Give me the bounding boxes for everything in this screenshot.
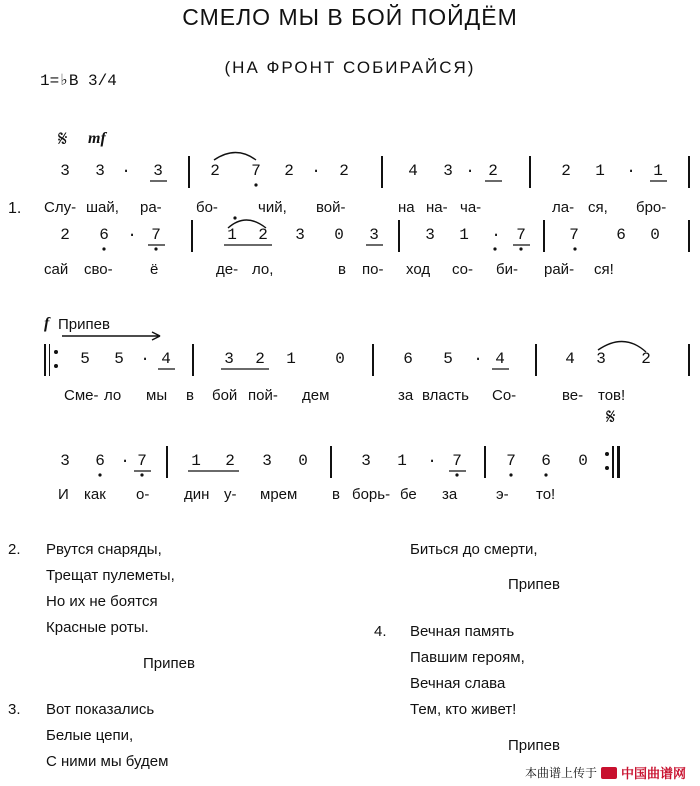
lyric-syllable: ё bbox=[150, 261, 159, 278]
lyric-syllable: дин bbox=[184, 486, 210, 503]
lyric-syllable: сай bbox=[44, 261, 69, 278]
note: 1 bbox=[227, 226, 237, 244]
lyric-syllable: ве- bbox=[562, 387, 584, 404]
verse-line: Красные роты. bbox=[46, 619, 149, 636]
lyric-syllable: дем bbox=[302, 387, 330, 404]
lyric-syllable: по- bbox=[362, 261, 384, 278]
note: 5 bbox=[114, 350, 124, 368]
note: 7 bbox=[452, 452, 462, 470]
lyrics-row-3 bbox=[0, 387, 700, 409]
note: 6 bbox=[95, 452, 105, 470]
note: · bbox=[311, 162, 321, 180]
barline bbox=[688, 220, 690, 252]
note: 2 bbox=[488, 162, 498, 180]
score-row-1 bbox=[0, 156, 700, 186]
lyric-syllable: шай, bbox=[86, 199, 119, 216]
lyric-syllable: ра- bbox=[140, 199, 162, 216]
verse-line: Рвутся снаряды, bbox=[46, 541, 162, 558]
lyric-syllable: пой- bbox=[248, 387, 278, 404]
note: · bbox=[127, 226, 137, 244]
note: 2 bbox=[258, 226, 268, 244]
verse-number: 4. bbox=[374, 623, 387, 640]
final-barline bbox=[612, 446, 614, 478]
verse-line: Белые цепи, bbox=[46, 727, 134, 744]
note: 1 bbox=[595, 162, 605, 180]
lyric-syllable: на bbox=[398, 199, 415, 216]
lyric-syllable: ход bbox=[406, 261, 431, 278]
note: 2 bbox=[339, 162, 349, 180]
note: 3 bbox=[153, 162, 163, 180]
barline bbox=[529, 156, 531, 188]
lyric-syllable: как bbox=[84, 486, 106, 503]
barline bbox=[688, 156, 690, 188]
note: 2 bbox=[255, 350, 265, 368]
note: 1 bbox=[191, 452, 201, 470]
verse-number: 3. bbox=[8, 701, 21, 718]
lyric-syllable: Со- bbox=[492, 387, 517, 404]
note: 1 bbox=[459, 226, 469, 244]
lyric-syllable: мы bbox=[146, 387, 168, 404]
note: · bbox=[140, 350, 150, 368]
lyric-syllable: бе bbox=[400, 486, 417, 503]
verse-number: 1. bbox=[8, 200, 22, 217]
site-logo-icon bbox=[601, 767, 617, 779]
lyric-syllable: за bbox=[442, 486, 458, 503]
note: · bbox=[120, 452, 130, 470]
lyric-syllable: за bbox=[398, 387, 414, 404]
note: 4 bbox=[495, 350, 505, 368]
barline bbox=[166, 446, 168, 478]
barline bbox=[330, 446, 332, 478]
barline bbox=[535, 344, 537, 376]
lyric-syllable: в bbox=[332, 486, 340, 503]
site-watermark bbox=[525, 763, 686, 782]
note: 1 bbox=[397, 452, 407, 470]
verse-line: Трещат пулеметы, bbox=[46, 567, 175, 584]
verse-line: Тем, кто живет! bbox=[410, 701, 517, 718]
verse-line: Вечная память bbox=[410, 623, 515, 640]
lyric-syllable: бо- bbox=[196, 199, 218, 216]
note: 3 bbox=[224, 350, 234, 368]
note: 5 bbox=[80, 350, 90, 368]
dynamic-mf: mf bbox=[88, 130, 106, 147]
lyric-syllable: чий, bbox=[258, 199, 287, 216]
verse-line: Вечная слава bbox=[410, 675, 506, 692]
note: 7 bbox=[569, 226, 579, 244]
lyric-syllable: де- bbox=[216, 261, 239, 278]
note: 7 bbox=[151, 226, 161, 244]
barline bbox=[381, 156, 383, 188]
lyric-syllable: бой bbox=[212, 387, 238, 404]
note: 6 bbox=[403, 350, 413, 368]
verse-line: Вот показались bbox=[46, 701, 155, 718]
lyric-syllable: в bbox=[338, 261, 346, 278]
note: 4 bbox=[161, 350, 171, 368]
lyric-syllable: со- bbox=[452, 261, 474, 278]
lyric-syllable: на- bbox=[426, 199, 448, 216]
note: 0 bbox=[335, 350, 345, 368]
note: 0 bbox=[298, 452, 308, 470]
note: · bbox=[427, 452, 437, 470]
note: 3 bbox=[60, 452, 70, 470]
song-title: СМЕЛО МЫ В БОЙ ПОЙДЁМ bbox=[182, 4, 518, 30]
verse-line: Биться до смерти, bbox=[410, 541, 538, 558]
note: 3 bbox=[262, 452, 272, 470]
note: 1 bbox=[286, 350, 296, 368]
lyric-syllable: власть bbox=[422, 387, 469, 404]
refrain-label: Припев bbox=[58, 316, 110, 333]
key-signature: 1=♭B 3/4 bbox=[40, 72, 117, 90]
lyric-syllable: ся! bbox=[594, 261, 614, 278]
lyric-syllable: тов! bbox=[598, 387, 626, 404]
note: 2 bbox=[561, 162, 571, 180]
lyric-syllable: ло, bbox=[252, 261, 274, 278]
segno-icon-end: 𝄋 bbox=[606, 404, 616, 429]
lyric-syllable: сво- bbox=[84, 261, 113, 278]
note: 7 bbox=[506, 452, 516, 470]
note: 2 bbox=[284, 162, 294, 180]
lyric-syllable: би- bbox=[496, 261, 518, 278]
lyric-syllable: бро- bbox=[636, 199, 667, 216]
score-row-2 bbox=[0, 220, 700, 250]
lyric-syllable: борь- bbox=[352, 486, 391, 503]
verse-line: Павшим героям, bbox=[410, 649, 525, 666]
note: 3 bbox=[596, 350, 606, 368]
note: · bbox=[491, 226, 501, 244]
note: · bbox=[626, 162, 636, 180]
refrain-marker: Припев bbox=[508, 737, 560, 754]
lyric-syllable: Сме- bbox=[64, 387, 99, 404]
crescendo-mark bbox=[62, 332, 160, 340]
note: · bbox=[473, 350, 483, 368]
note: 6 bbox=[99, 226, 109, 244]
note: 7 bbox=[251, 162, 261, 180]
refrain-marker: Припев bbox=[143, 655, 195, 672]
note: 1 bbox=[653, 162, 663, 180]
note: 6 bbox=[541, 452, 551, 470]
note: 3 bbox=[425, 226, 435, 244]
lyric-syllable: ча- bbox=[460, 199, 482, 216]
verse-line: С ними мы будем bbox=[46, 753, 169, 770]
barline bbox=[188, 156, 190, 188]
lyric-syllable: у- bbox=[224, 486, 237, 503]
dynamic-f: f bbox=[44, 315, 50, 332]
note: 2 bbox=[641, 350, 651, 368]
lyric-syllable: Слу- bbox=[44, 199, 77, 216]
score-row-4 bbox=[0, 446, 700, 476]
note: 0 bbox=[334, 226, 344, 244]
lyrics-row-1 bbox=[0, 199, 700, 221]
lyrics-row-4 bbox=[0, 486, 700, 508]
note: 2 bbox=[60, 226, 70, 244]
repeat-barline-thin bbox=[49, 344, 50, 376]
note: 4 bbox=[565, 350, 575, 368]
note: 3 bbox=[361, 452, 371, 470]
lyrics-row-2 bbox=[0, 261, 700, 283]
lyric-syllable: э- bbox=[496, 486, 509, 503]
barline bbox=[688, 344, 690, 376]
note: 3 bbox=[443, 162, 453, 180]
lyric-syllable: рай- bbox=[544, 261, 575, 278]
score-row-3 bbox=[0, 344, 700, 374]
note: 3 bbox=[369, 226, 379, 244]
note: 2 bbox=[210, 162, 220, 180]
barline bbox=[484, 446, 486, 478]
lyric-syllable: о- bbox=[136, 486, 150, 503]
note: 7 bbox=[516, 226, 526, 244]
note: 0 bbox=[578, 452, 588, 470]
note: 6 bbox=[616, 226, 626, 244]
note: · bbox=[465, 162, 475, 180]
lyric-syllable: ла- bbox=[552, 199, 575, 216]
lyric-syllable: И bbox=[58, 486, 69, 503]
song-subtitle: (НА ФРОНТ СОБИРАЙСЯ) bbox=[224, 58, 476, 77]
barline bbox=[398, 220, 400, 252]
barline bbox=[192, 344, 194, 376]
note: 5 bbox=[443, 350, 453, 368]
note: 3 bbox=[95, 162, 105, 180]
lyric-syllable: мрем bbox=[260, 486, 298, 503]
note: 7 bbox=[137, 452, 147, 470]
barline bbox=[191, 220, 193, 252]
note: 3 bbox=[295, 226, 305, 244]
watermark-text: 本曲谱上传于 bbox=[524, 766, 597, 780]
verse-number: 2. bbox=[8, 541, 21, 558]
site-name: 中国曲谱网 bbox=[620, 766, 686, 781]
lyric-syllable: ся, bbox=[588, 199, 608, 216]
refrain-marker: Припев bbox=[508, 576, 560, 593]
note: 4 bbox=[408, 162, 418, 180]
verse-line: Но их не боятся bbox=[46, 593, 158, 610]
final-barline-thick bbox=[617, 446, 620, 478]
note: 3 bbox=[60, 162, 70, 180]
note: 0 bbox=[650, 226, 660, 244]
barline bbox=[372, 344, 374, 376]
lyric-syllable: ло bbox=[104, 387, 122, 404]
note: 2 bbox=[225, 452, 235, 470]
repeat-barline bbox=[44, 344, 46, 376]
lyric-syllable: то! bbox=[536, 486, 556, 503]
barline bbox=[543, 220, 545, 252]
note: · bbox=[121, 162, 131, 180]
segno-icon: 𝄋 bbox=[58, 126, 68, 151]
lyric-syllable: вой- bbox=[316, 199, 346, 216]
lyric-syllable: в bbox=[186, 387, 194, 404]
